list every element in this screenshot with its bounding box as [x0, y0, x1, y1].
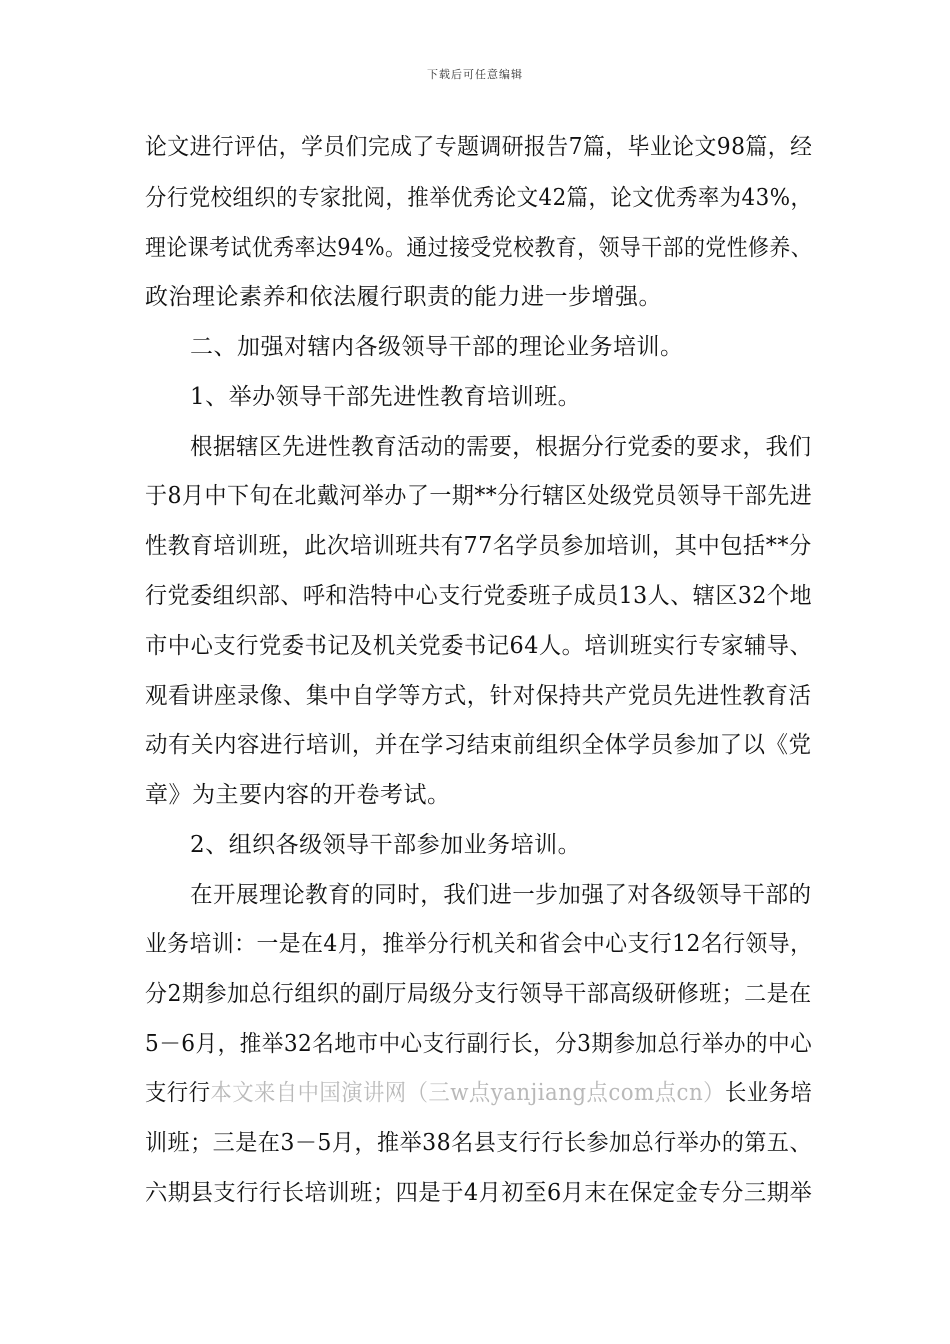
text-line: 业务培训：一是在4月，推举分行机关和省会中心支行12名行领导，: [145, 931, 813, 957]
text-line: 论文进行评估，学员们完成了专题调研报告7篇，毕业论文98篇，经: [145, 134, 813, 160]
text-line: 在开展理论教育的同时，我们进一步加强了对各级领导干部的: [190, 882, 812, 908]
text-line: 性教育培训班，此次培训班共有77名学员参加培训，其中包括**分: [145, 533, 812, 559]
text-line: 理论课考试优秀率达94%。通过接受党校教育，领导干部的党性修养、: [145, 235, 813, 261]
text-line: 观看讲座录像、集中自学等方式，针对保持共产党员先进性教育活: [145, 683, 812, 709]
text-line: 分2期参加总行组织的副厅局级分支行领导干部高级研修班；二是在: [145, 981, 812, 1007]
text-line: 政治理论素养和依法履行职责的能力进一步增强。: [145, 284, 662, 310]
page-header: 下载后可任意编辑: [427, 68, 523, 81]
watermark-text: 本文来自中国演讲网（三w点yanjiang点com点cn）: [210, 1080, 725, 1106]
text-line: 根据辖区先进性教育活动的需要，根据分行党委的要求，我们: [190, 434, 812, 460]
subsection-heading: 2、组织各级领导干部参加业务培训。: [190, 832, 582, 858]
subsection-heading: 1、举办领导干部先进性教育培训班。: [190, 384, 582, 410]
text-line: 行党委组织部、呼和浩特中心支行党委班子成员13人、辖区32个地: [145, 583, 813, 609]
text-line: 六期县支行行长培训班；四是于4月初至6月末在保定金专分三期举: [145, 1180, 813, 1206]
text-line: 分行党校组织的专家批阅，推举优秀论文42篇，论文优秀率为43%，: [145, 185, 813, 211]
text-line: 动有关内容进行培训，并在学习结束前组织全体学员参加了以《党: [145, 732, 812, 758]
text-line: 章》为主要内容的开卷考试。: [145, 782, 451, 808]
text-line-with-watermark: [145, 1078, 812, 1108]
section-heading: 二、加强对辖内各级领导干部的理论业务培训。: [190, 334, 684, 360]
text-line: 训班；三是在3－5月，推举38名县支行行长参加总行举办的第五、: [145, 1130, 813, 1156]
text-line: 市中心支行党委书记及机关党委书记64人。培训班实行专家辅导、: [145, 633, 813, 659]
text-line: 于8月中下旬在北戴河举办了一期**分行辖区处级党员领导干部先进: [145, 483, 813, 509]
text-segment: 支行行: [145, 1080, 211, 1106]
text-line: 5－6月，推举32名地市中心支行副行长，分3期参加总行举办的中心: [145, 1031, 813, 1057]
text-segment: 长业务培: [724, 1080, 813, 1106]
